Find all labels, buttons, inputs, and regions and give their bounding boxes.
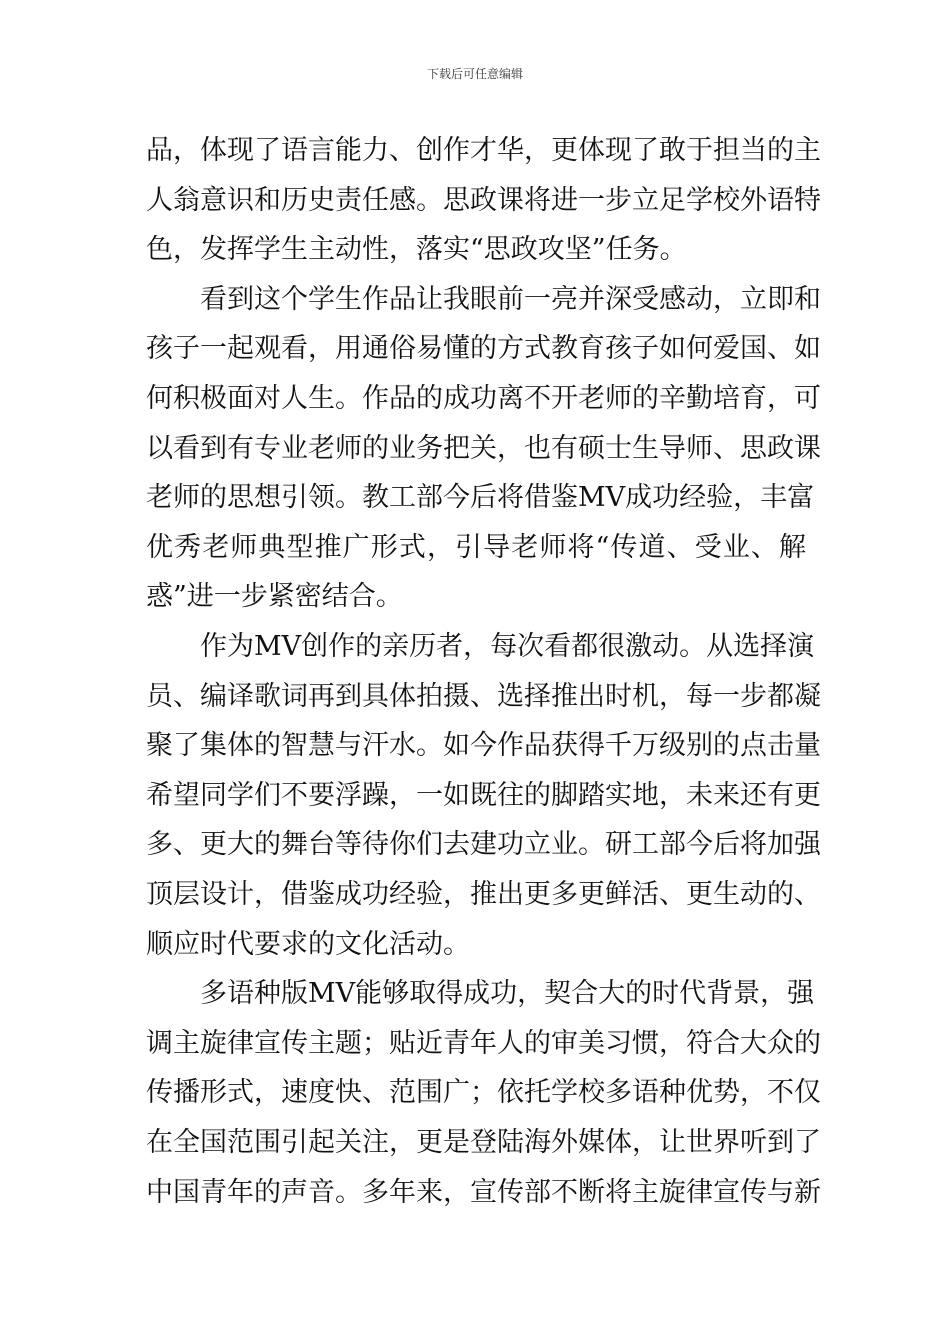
text-line: 希望同学们不要浮躁，一如既往的脚踏实地，未来还有更 — [146, 779, 821, 811]
text-line: 调主旋律宣传主题；贴近青年人的审美习惯，符合大众的 — [146, 1027, 821, 1059]
text-line: 聚了集体的智慧与汗水。如今作品获得千万级别的点击量 — [146, 730, 821, 762]
text-line: 多语种版MV能够取得成功，契合大的时代背景，强 — [146, 978, 815, 1010]
text-line: 作为MV创作的亲历者，每次看都很激动。从选择演 — [146, 631, 815, 662]
text-line: 人翁意识和历史责任感。思政课将进一步立足学校外语特 — [146, 184, 821, 216]
text-line: 员、编译歌词再到具体拍摄、选择推出时机，每一步都凝 — [146, 680, 821, 712]
text-line: 顶层设计，借鉴成功经验，推出更多更鲜活、更生动的、 — [146, 879, 821, 910]
text-line: 在全国范围引起关注，更是登陆海外媒体，让世界听到了 — [146, 1127, 821, 1158]
text-line: 传播形式，速度快、范围广；依托学校多语种优势，不仅 — [146, 1077, 821, 1109]
text-line: 多、更大的舞台等待你们去建功立业。研工部今后将加强 — [146, 829, 821, 861]
text-line: 以看到有专业老师的业务把关，也有硕士生导师、思政课 — [146, 432, 821, 464]
page-header: 下载后可任意编辑 — [426, 67, 523, 81]
text-line: 看到这个学生作品让我眼前一亮并深受感动，立即和 — [146, 283, 821, 315]
text-line: 优秀老师典型推广形式，引导老师将“传道、受业、解 — [146, 531, 806, 563]
text-line: 何积极面对人生。作品的成功离不开老师的辛勤培育，可 — [146, 383, 821, 414]
text-line: 顺应时代要求的文化活动。 — [146, 928, 470, 960]
text-line: 孩子一起观看，用通俗易懂的方式教育孩子如何爱国、如 — [146, 333, 821, 365]
text-line: 品，体现了语言能力、创作才华，更体现了敢于担当的主 — [146, 135, 821, 166]
text-line: 惑”进一步紧密结合。 — [146, 581, 403, 613]
text-line: 中国青年的声音。多年来，宣传部不断将主旋律宣传与新 — [146, 1176, 821, 1208]
text-line: 色，发挥学生主动性，落实“思政攻坚”任务。 — [146, 234, 687, 266]
text-line: 老师的思想引领。教工部今后将借鉴MV成功经验，丰富 — [146, 482, 815, 514]
